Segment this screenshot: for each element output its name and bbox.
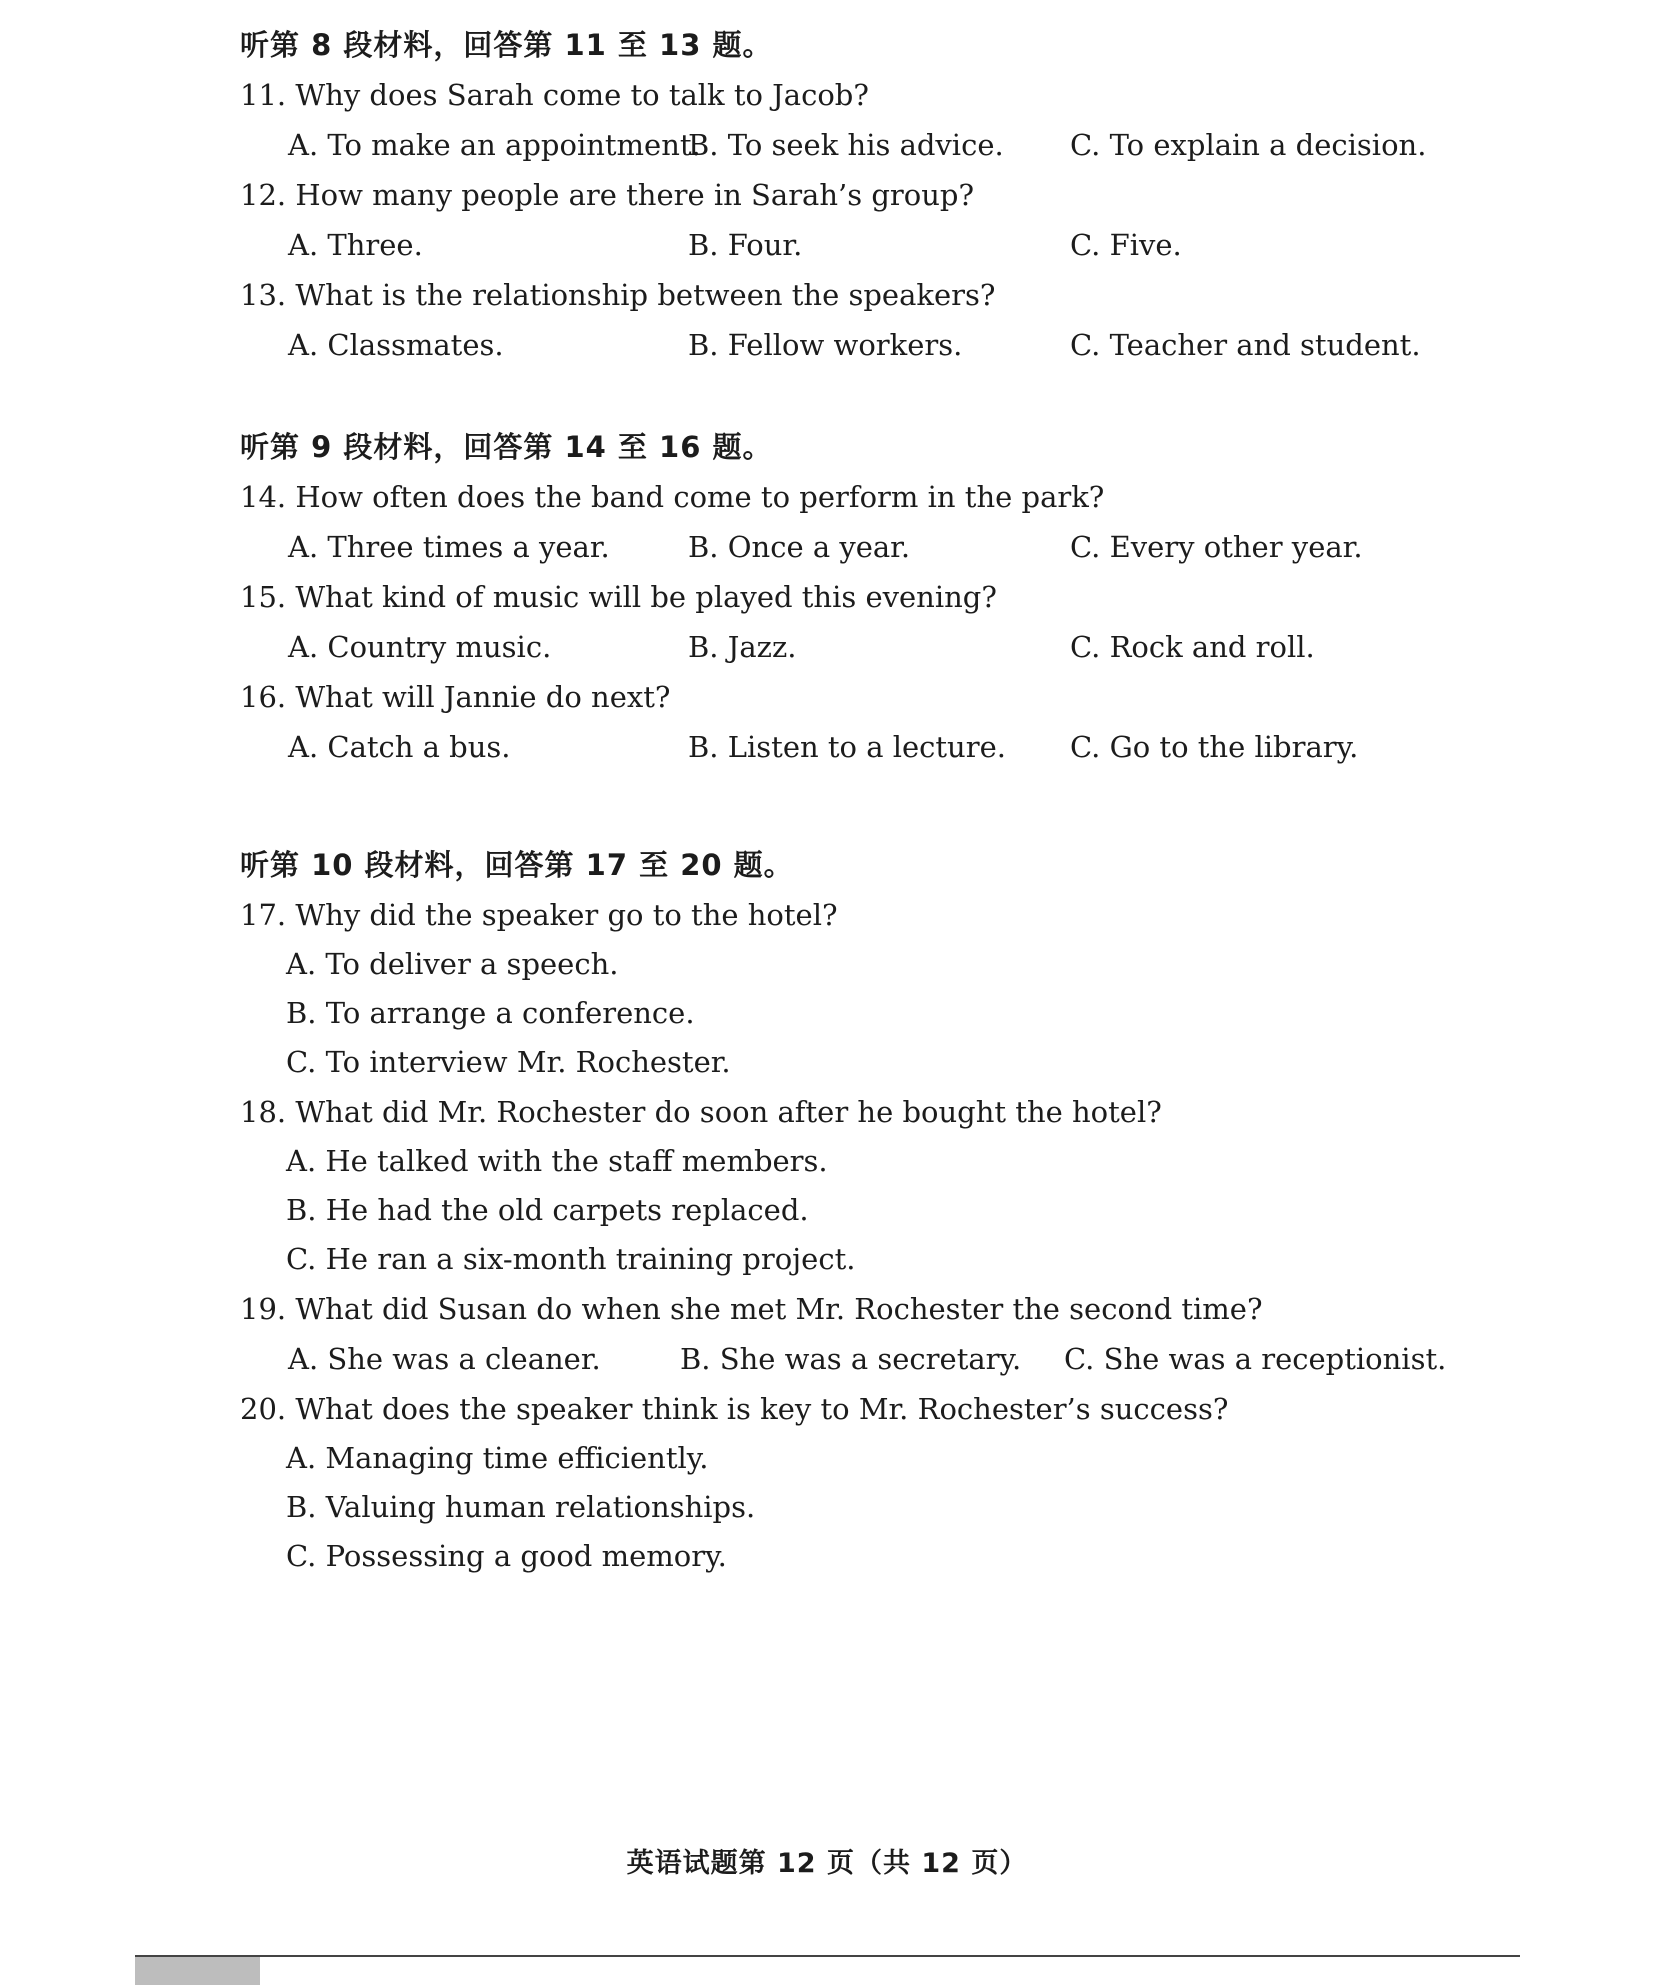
option-b: B. Valuing human relationships.	[286, 1490, 756, 1524]
question-13: 13. What is the relationship between the speakers?	[240, 278, 996, 312]
option-b: B. To seek his advice.	[688, 128, 1004, 162]
options-row-19	[240, 1334, 1447, 1384]
section-heading: 听第 8 段材料，回答第 11 至 13 题。	[240, 28, 773, 62]
option-b: B. He had the old carpets replaced.	[286, 1193, 809, 1227]
question-15: 15. What kind of music will be played this evening?	[240, 580, 997, 614]
option-c: C. Go to the library.	[1070, 730, 1359, 764]
question-11: 11. Why does Sarah come to talk to Jacob?	[240, 78, 869, 112]
question-17: 17. Why did the speaker go to the hotel?	[240, 898, 838, 932]
option-c: C. Every other year.	[1070, 530, 1363, 564]
option-c: C. Five.	[1070, 228, 1182, 262]
option-a: A. She was a cleaner.	[288, 1342, 601, 1376]
option-a: A. He talked with the staff members.	[286, 1144, 828, 1178]
bottom-strip	[135, 1955, 1520, 1985]
option-b: B. To arrange a conference.	[286, 996, 695, 1030]
question-16: 16. What will Jannie do next?	[240, 680, 671, 714]
option-c: C. To interview Mr. Rochester.	[286, 1045, 731, 1079]
option-a: A. Catch a bus.	[288, 730, 511, 764]
option-c: C. Possessing a good memory.	[286, 1539, 727, 1573]
options-row-15	[240, 622, 1420, 672]
option-c: C. She was a receptionist.	[1064, 1342, 1447, 1376]
option-b: B. She was a secretary.	[680, 1342, 1022, 1376]
section-passage-8	[240, 20, 1427, 370]
section-heading: 听第 9 段材料，回答第 14 至 16 题。	[240, 430, 773, 464]
options-row-12	[240, 220, 1420, 270]
question-12: 12. How many people are there in Sarah’s group?	[240, 178, 975, 212]
option-a: A. To make an appointment.	[288, 128, 701, 162]
option-c: C. Teacher and student.	[1070, 328, 1421, 362]
options-row-16	[240, 722, 1420, 772]
question-18: 18. What did Mr. Rochester do soon after he bought the hotel?	[240, 1095, 1162, 1129]
option-b: B. Jazz.	[688, 630, 797, 664]
option-b: B. Fellow workers.	[688, 328, 963, 362]
options-row-13	[240, 320, 1420, 370]
option-a: A. Three.	[288, 228, 423, 262]
question-14: 14. How often does the band come to perform in the park?	[240, 480, 1105, 514]
bottom-tab	[135, 1957, 260, 1985]
option-a: A. Classmates.	[288, 328, 504, 362]
options-row-14	[240, 522, 1420, 572]
options-row-11	[240, 120, 1427, 170]
option-b: B. Once a year.	[688, 530, 911, 564]
option-c: C. He ran a six-month training project.	[286, 1242, 856, 1276]
question-20: 20. What does the speaker think is key to Mr. Rochester’s success?	[240, 1392, 1229, 1426]
option-c: C. To explain a decision.	[1070, 128, 1427, 162]
option-a: A. Managing time efficiently.	[286, 1441, 709, 1475]
option-a: A. To deliver a speech.	[286, 947, 619, 981]
option-b: B. Four.	[688, 228, 803, 262]
section-passage-10	[240, 840, 1447, 1581]
option-c: C. Rock and roll.	[1070, 630, 1315, 664]
section-heading: 听第 10 段材料，回答第 17 至 20 题。	[240, 848, 794, 882]
option-a: A. Country music.	[288, 630, 552, 664]
option-a: A. Three times a year.	[288, 530, 610, 564]
option-b: B. Listen to a lecture.	[688, 730, 1006, 764]
page-footer-caption: 英语试题第 12 页（共 12 页）	[626, 1848, 1028, 1879]
question-19: 19. What did Susan do when she met Mr. Rochester the second time?	[240, 1292, 1263, 1326]
section-passage-9	[240, 422, 1420, 772]
